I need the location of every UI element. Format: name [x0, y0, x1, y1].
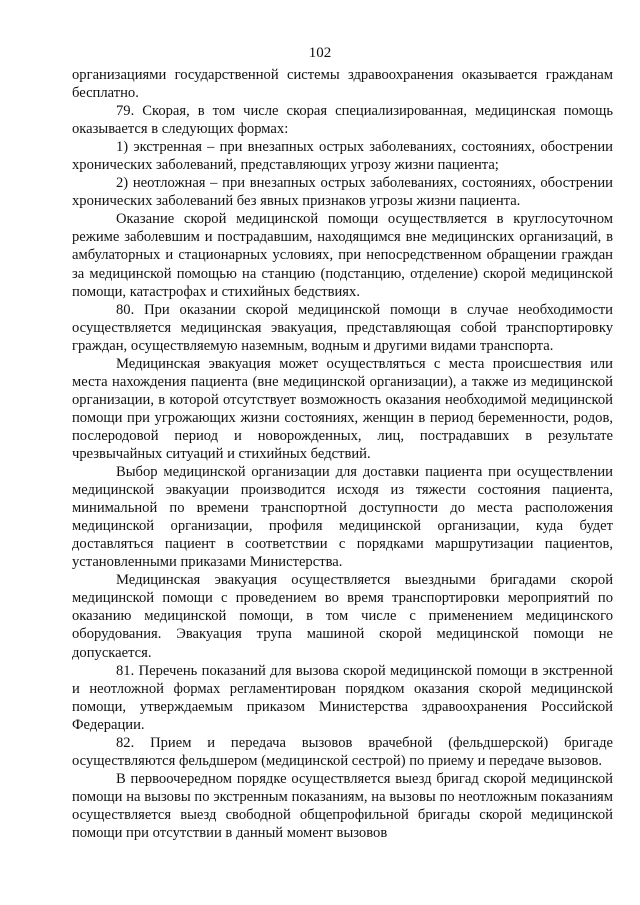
paragraph-item-79: 79. Скорая, в том числе скорая специализированная, медицинская помощь оказывается в следующих формах:: [72, 103, 613, 138]
document-body: [72, 66, 613, 842]
paragraph-evacuation-teams: Медицинская эвакуация осуществляется выездными бригадами скорой медицинской помощи с проведением во время транспортировки мероприятий по оказанию медицинской помощи, в том числе с применением медицинского оборудования. Эвакуация трупа машиной скорой медицинской помощи не допускается.: [72, 572, 613, 661]
paragraph-round-the-clock: Оказание скорой медицинской помощи осуществляется в круглосуточном режиме заболевшим и пострадавшим, находящимся вне медицинских организаций, в амбулаторных и стационарных условиях, при непосредственном обращении граждан за медицинской помощью на станцию (подстанцию, отделение) скорой медицинской помощи, катастрофах и стихийных бедствиях.: [72, 211, 613, 300]
paragraph-form-emergency: 1) экстренная – при внезапных острых заболеваниях, состояниях, обострении хронических заболеваний, представляющих угрозу жизни пациента;: [72, 139, 613, 174]
page-number: 102: [308, 45, 332, 61]
paragraph-form-urgent: 2) неотложная – при внезапных острых заболеваниях, состояниях, обострении хронических заболеваний без явных признаков угрозы жизни пациента.: [72, 175, 613, 210]
paragraph-item-82: 82. Прием и передача вызовов врачебной (фельдшерской) бригаде осуществляются фельдшером (медицинской сестрой) по приему и передаче вызовов.: [72, 734, 613, 769]
paragraph-priority-dispatch: В первоочередном порядке осуществляется выезд бригад скорой медицинской помощи на вызовы по экстренным показаниям, на вызовы по неотложным показаниям осуществляется выезд свободной общепрофильной бригады скорой медицинской помощи при отсутствии в данный момент вызовов: [72, 770, 613, 841]
paragraph-continuation: организациями государственной системы здравоохранения оказывается гражданам бесплатно.: [72, 67, 613, 102]
paragraph-organization-choice: Выбор медицинской организации для доставки пациента при осуществлении медицинской эвакуации производится исходя из тяжести состояния пациента, минимальной по времени транспортной доступности до места расположения медицинской организации, профиля медицинской организации, куда будет доставляться пациент в соответствии с порядками маршрутизации пациентов, установленными приказами Министерства.: [72, 464, 613, 571]
paragraph-item-80: 80. При оказании скорой медицинской помощи в случае необходимости осуществляется медицинская эвакуация, представляющая собой транспортировку граждан, осуществляемую наземным, водным и другими видами транспорта.: [72, 301, 613, 354]
paragraph-item-81: 81. Перечень показаний для вызова скорой медицинской помощи в экстренной и неотложной формах регламентирован порядком оказания скорой медицинской помощи, утверждаемым приказом Министерства здравоохранения Российской Федерации.: [72, 662, 613, 733]
paragraph-evacuation-places: Медицинская эвакуация может осуществляться с места происшествия или места нахождения пациента (вне медицинской организации), а также из медицинской организации, в которой отсутствует возможность оказания необходимой медицинской помощи при угрожающих жизни состояниях, женщин в период беременности, родов, послеродовой период и новорожденных, лиц, пострадавших в результате чрезвычайных ситуаций и стихийных бедствий.: [72, 355, 613, 462]
